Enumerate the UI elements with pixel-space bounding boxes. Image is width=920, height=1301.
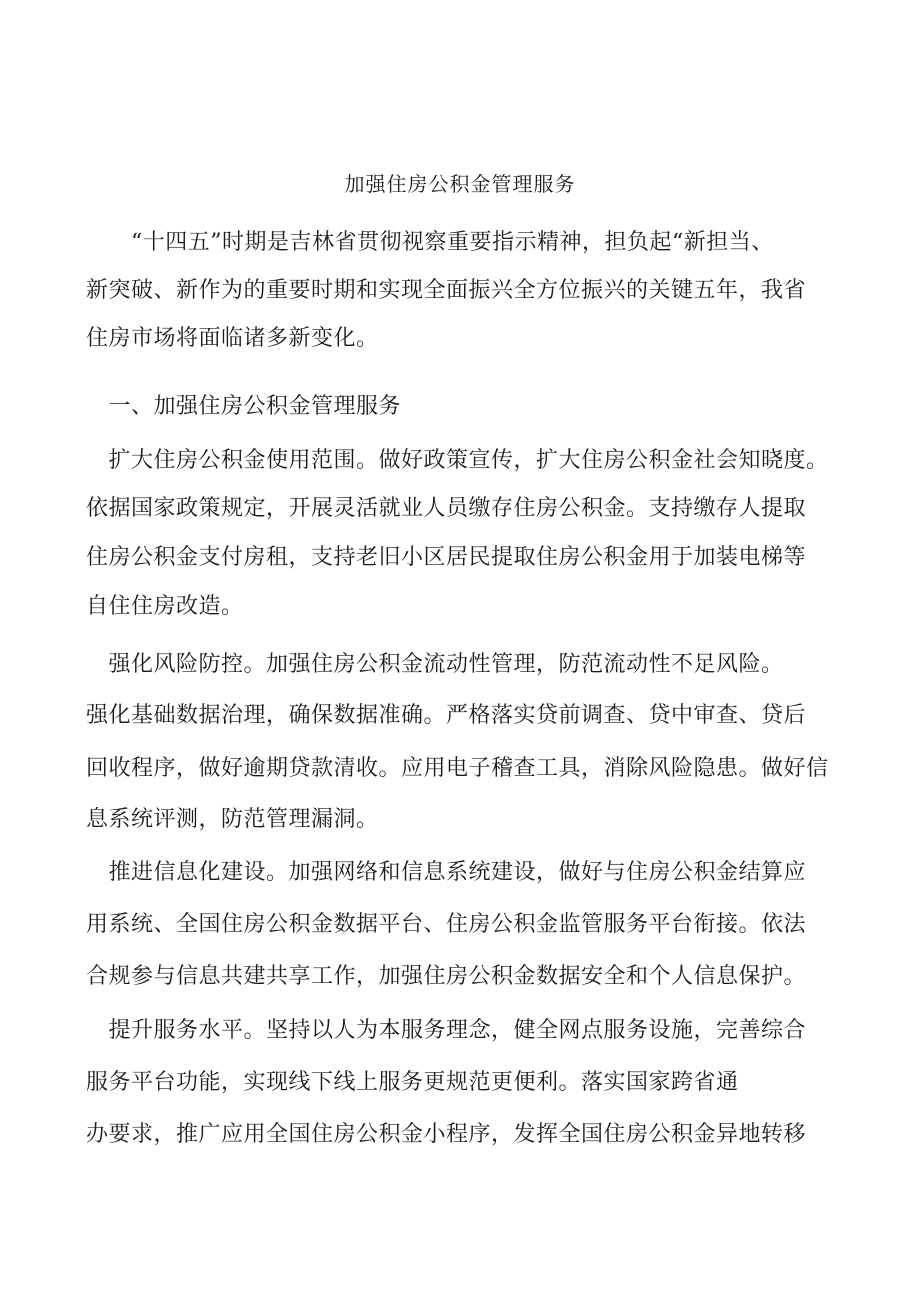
paragraph-line: 住房市场将面临诸多新变化。 [86,326,379,351]
paragraph-line: 强化风险防控。加强住房公积金流动性管理，防范流动性不足风险。 [86,652,784,677]
document-title: 加强住房公积金管理服务 [344,172,576,196]
paragraph-line: 自住住房改造。 [86,594,244,619]
paragraph-line: 住房公积金支付房租，支持老旧小区居民提取住房公积金用于加装电梯等 [86,545,807,570]
paragraph-line: 息系统评测，防范管理漏洞。 [86,807,379,832]
paragraph-line: 推进信息化建设。加强网络和信息系统建设，做好与住房公积金结算应 [86,860,807,885]
section-heading: 一、加强住房公积金管理服务 [86,394,402,419]
paragraph-line: 提升服务水平。坚持以人为本服务理念，健全网点服务设施，完善综合 [86,1018,807,1043]
paragraph-line: “十四五”时期是吉林省贯彻视察重要指示精神，担负起“新担当、 [86,230,774,255]
paragraph-line: 回收程序，做好逾期贷款清收。应用电子稽查工具，消除风险隐患。做好信 [86,756,829,781]
paragraph-line: 用系统、全国住房公积金数据平台、住房公积金监管服务平台衔接。依法 [86,912,807,937]
paragraph-line: 依据国家政策规定，开展灵活就业人员缴存住房公积金。支持缴存人提取 [86,496,807,521]
paragraph-line: 合规参与信息共建共享工作，加强住房公积金数据安全和个人信息保护。 [86,964,807,989]
paragraph-line: 服务平台功能，实现线下线上服务更规范更便利。落实国家跨省通 [86,1070,739,1095]
paragraph-line: 办要求，推广应用全国住房公积金小程序，发挥全国住房公积金异地转移 [86,1122,807,1147]
paragraph-line: 扩大住房公积金使用范围。做好政策宣传，扩大住房公积金社会知晓度。 [86,448,829,473]
paragraph-line: 强化基础数据治理，确保数据准确。严格落实贷前调查、贷中审查、贷后 [86,703,807,728]
paragraph-line: 新突破、新作为的重要时期和实现全面振兴全方位振兴的关键五年，我省 [86,278,807,303]
